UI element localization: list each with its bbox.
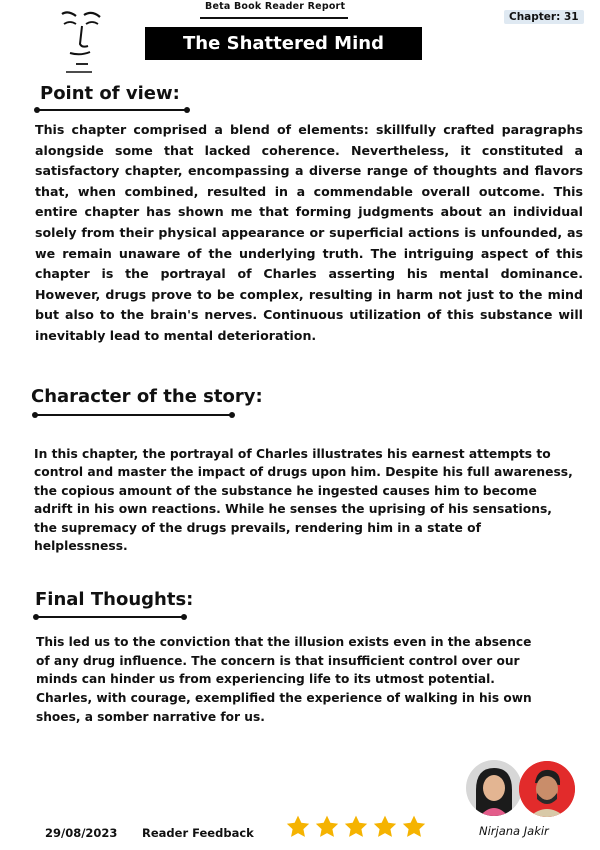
reader-feedback-label: Reader Feedback [142,826,254,840]
section-divider [36,109,188,111]
reviewer-names: Nirjana Jakir [479,824,549,838]
chapter-badge: Chapter: 31 [504,10,584,24]
book-title: The Shattered Mind [145,27,422,60]
section-text-character: In this chapter, the portrayal of Charles illustrates his earnest attempts to control and master the impact of drugs upon him. Despite his full awareness, the copious amount of the substance he ingested causes him to become adrift in his own reactions. While he senses the uprising of his sensations, the supremacy of the drugs prevails, rendering him in a state of helplessness. [34,447,573,554]
star-icon [285,814,311,840]
section-divider [34,414,233,416]
section-text-point-of-view: This chapter comprised a blend of elements: skillfully crafted paragraphs alongside some that lacked coherence. Nevertheless, it constituted a satisfactory chapter, encompassing a diverse range of thoughts and flavors that, when combined, resulted in a commendable overall outcome. This entire chapter has shown me that forming judgments about an individual solely from their physical appearance or superficial actions is unfounded, as we remain unaware of the underlying truth. The intriguing aspect of this chapter is the portrayal of Charles asserting his mental dominance. However, drugs prove to be complex, resulting in harm not just to the mind but also to the brain's nerves. Continuous utilization of this substance will inevitably lead to mental deterioration. [35,122,583,343]
star-icon [372,814,398,840]
section-heading-character: Character of the story: [31,386,263,407]
star-rating [285,814,427,840]
star-icon [401,814,427,840]
report-date: 29/08/2023 [45,826,118,840]
section-text-final-thoughts: This led us to the conviction that the illusion exists even in the absence of any drug influence. The concern is that insufficient control over our minds can hinder us from experiencing life to its utmost potential. Charles, with courage, exemplified the experience of walking in his own shoes, a somber narrative for us. [36,635,532,724]
report-label-underline [200,17,348,19]
section-divider [35,616,185,618]
section-heading-final-thoughts: Final Thoughts: [35,589,194,610]
star-icon [314,814,340,840]
avatar-reviewer-female [466,760,522,816]
star-icon [343,814,369,840]
avatar-reviewer-male [519,761,575,817]
face-sketch-logo [58,8,108,74]
section-heading-point-of-view: Point of view: [40,83,180,104]
report-label: Beta Book Reader Report [205,1,346,12]
